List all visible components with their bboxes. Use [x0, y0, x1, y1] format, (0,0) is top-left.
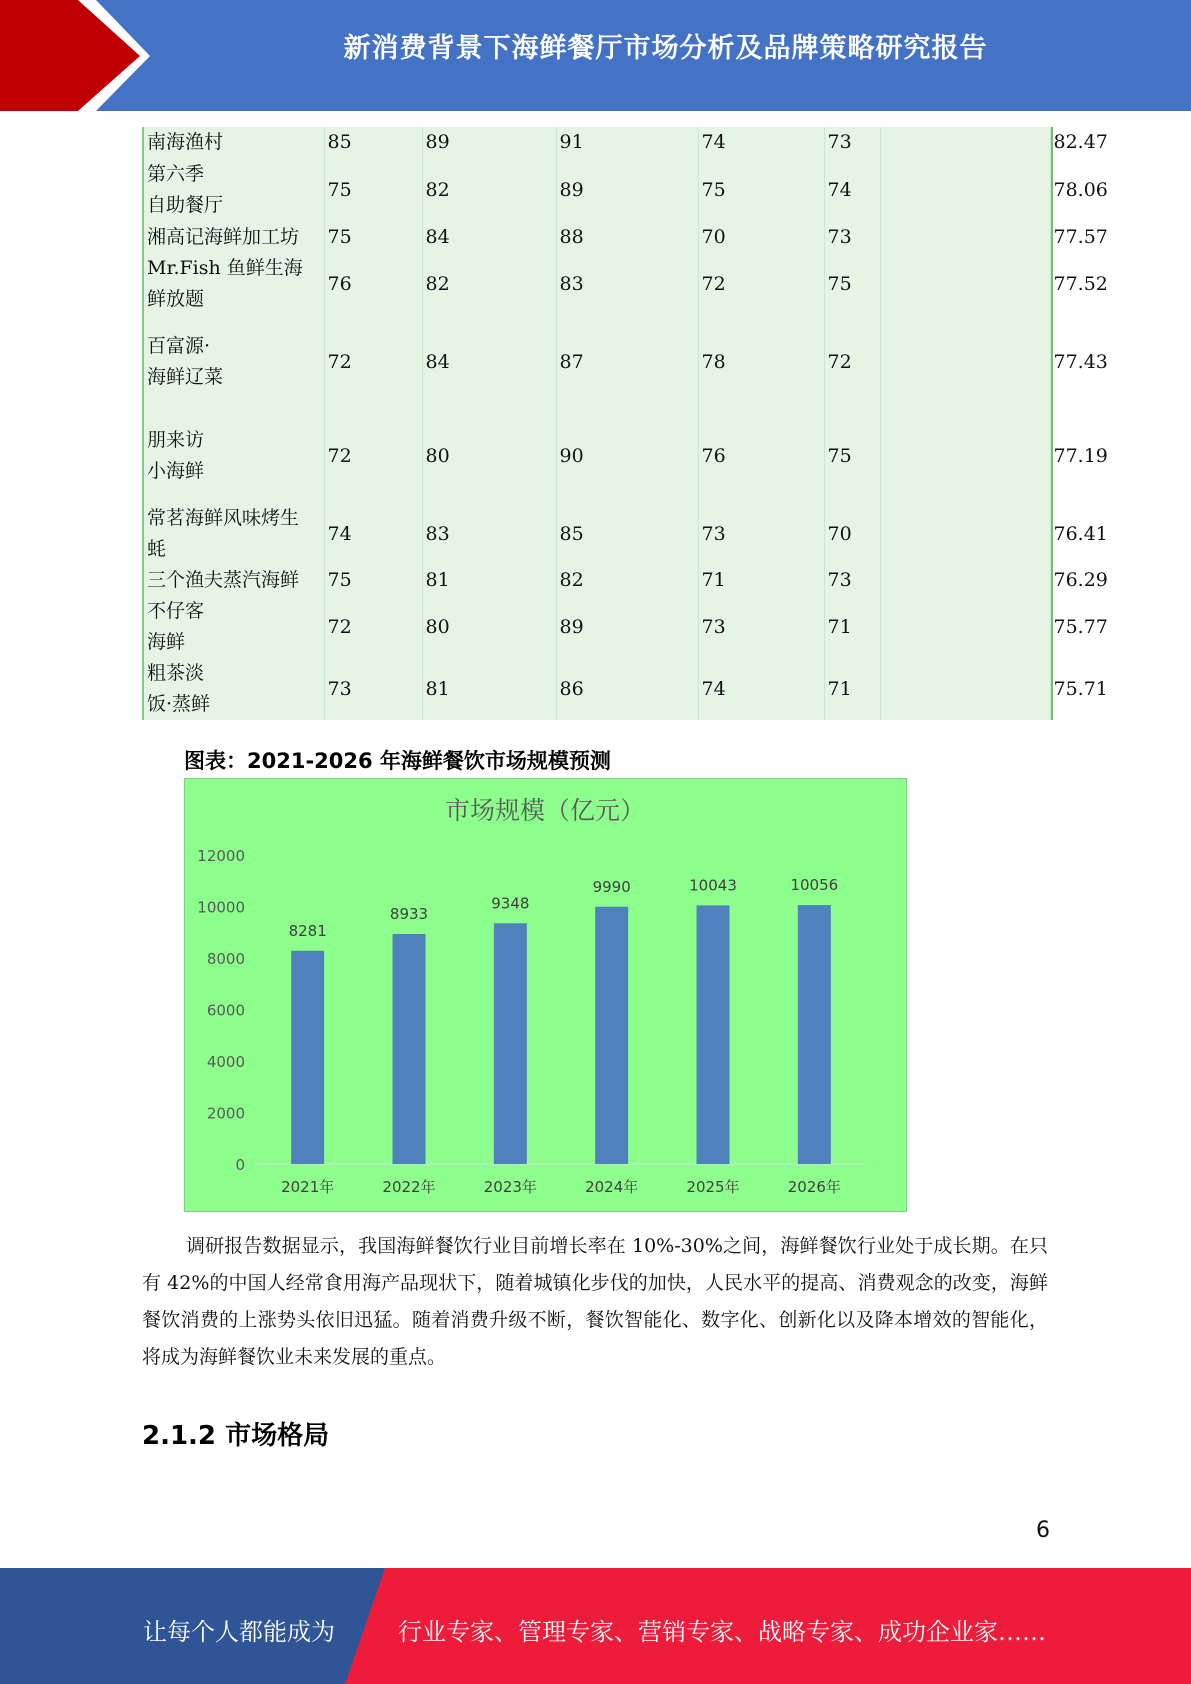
spacer-cell: [880, 658, 1050, 720]
score-cell: 86: [556, 658, 698, 720]
bar-2023年: [494, 923, 527, 1164]
bar-2024年: [595, 907, 628, 1164]
x-tick-label: 2022年: [382, 1178, 436, 1196]
data-label: 10056: [790, 876, 839, 895]
score-cell: 87: [556, 315, 698, 409]
market-size-chart: [184, 778, 907, 1212]
score-cell: 82: [422, 158, 556, 222]
score-cell: 71: [698, 565, 824, 596]
score-cell: 80: [422, 596, 556, 658]
score-cell: 89: [422, 127, 556, 158]
score-cell: 75: [824, 253, 880, 315]
score-cell: 82: [422, 253, 556, 315]
score-cell: 83: [556, 253, 698, 315]
score-cell: 73: [698, 596, 824, 658]
score-cell: 88: [556, 222, 698, 253]
score-cell: 74: [698, 127, 824, 158]
score-cell: 72: [324, 409, 422, 503]
score-cell: 73: [824, 565, 880, 596]
table-row: 百富源· 海鲜辽菜 72 84 87 78 72 77.43: [144, 315, 1050, 409]
score-cell: 72: [324, 315, 422, 409]
score-cell: 81: [422, 565, 556, 596]
score-cell: 85: [324, 127, 422, 158]
score-cell: 73: [324, 658, 422, 720]
restaurant-name-cell: Mr.Fish 鱼鲜生海 鲜放题: [144, 253, 324, 315]
score-cell: 74: [324, 503, 422, 565]
x-tick-label: 2024年: [585, 1178, 639, 1196]
spacer-cell: [880, 253, 1050, 315]
footer-slogan-right: 行业专家、管理专家、营销专家、战略专家、成功企业家……: [398, 1618, 1046, 1646]
bar-2022年: [393, 934, 426, 1164]
bar-chart-svg: [185, 779, 906, 1211]
y-tick-label: 2000: [206, 1104, 245, 1123]
score-cell: 81: [422, 658, 556, 720]
restaurant-name-cell: 湘高记海鲜加工坊: [144, 222, 324, 253]
page-header: [0, 0, 1191, 111]
score-cell: 75: [324, 565, 422, 596]
table-row: 第六季 自助餐厅 75 82 89 75 74 78.06: [144, 158, 1050, 222]
score-cell: 75: [698, 158, 824, 222]
score-cell: 84: [422, 222, 556, 253]
data-label: 8281: [288, 921, 327, 940]
score-cell: 73: [824, 222, 880, 253]
x-tick-label: 2021年: [281, 1178, 335, 1196]
table-row: 湘高记海鲜加工坊 75 84 88 70 73 77.57: [144, 222, 1050, 253]
x-tick-label: 2025年: [686, 1178, 740, 1196]
bar-2025年: [697, 905, 730, 1164]
body-paragraph: 调研报告数据显示，我国海鲜餐饮行业目前增长率在 10%-30%之间，海鲜餐饮行业处于成长期。在只有 42%的中国人经常食用海产品现状下，随着城镇化步伐的加快，人民水平的提高、消费观念的改变，海鲜餐饮消费的上涨势头依旧迅猛。随着消费升级不断，餐饮智能化、数字化、创新化以及降本增效的智能化，将成为海鲜餐饮业未来发展的重点。: [142, 1235, 1048, 1368]
chart-title: 市场规模（亿元）: [444, 796, 646, 825]
bar-2026年: [798, 905, 831, 1164]
table-row: Mr.Fish 鱼鲜生海 鲜放题 76 82 83 72 75 77.52: [144, 253, 1050, 315]
score-cell: 75: [324, 222, 422, 253]
score-cell: 75: [324, 158, 422, 222]
spacer-cell: [880, 158, 1050, 222]
score-cell: 80: [422, 409, 556, 503]
score-cell: 91: [556, 127, 698, 158]
y-tick-label: 12000: [197, 847, 245, 865]
score-cell: 90: [556, 409, 698, 503]
spacer-cell: [880, 127, 1050, 158]
table-row: 不仔客 海鲜 72 80 89 73 71 75.77: [144, 596, 1050, 658]
score-cell: 73: [824, 127, 880, 158]
restaurant-name-cell: 不仔客 海鲜: [144, 596, 324, 658]
page-footer: [0, 1568, 1191, 1684]
spacer-cell: [880, 409, 1050, 503]
score-cell: 83: [422, 503, 556, 565]
restaurant-name-cell: 百富源· 海鲜辽菜: [144, 315, 324, 409]
restaurant-name-cell: 南海渔村: [144, 127, 324, 158]
spacer-cell: [880, 596, 1050, 658]
data-label: 9348: [491, 894, 530, 913]
score-cell: 89: [556, 158, 698, 222]
data-label: 9990: [592, 877, 631, 896]
page-number: 6: [1036, 1518, 1050, 1543]
score-cell: 76: [698, 409, 824, 503]
footer-slogan-left: 让每个人都能成为: [143, 1618, 335, 1646]
score-cell: 78: [698, 315, 824, 409]
restaurant-name-cell: 常茗海鲜风味烤生 蚝: [144, 503, 324, 565]
ranking-table-container: [142, 127, 1108, 720]
y-tick-label: 10000: [197, 898, 245, 917]
score-cell: 85: [556, 503, 698, 565]
report-title: 新消费背景下海鲜餐厅市场分析及品牌策略研究报告: [343, 33, 988, 64]
restaurant-name-cell: 朋来访 小海鲜: [144, 409, 324, 503]
score-cell: 71: [824, 658, 880, 720]
score-cell: 71: [824, 596, 880, 658]
y-tick-label: 8000: [206, 950, 245, 968]
score-cell: 75: [824, 409, 880, 503]
spacer-cell: [880, 565, 1050, 596]
chart-caption: 图表：2021-2026 年海鲜餐饮市场规模预测: [184, 749, 611, 773]
table-row: 粗茶淡 饭·蒸鲜 73 81 86 74 71 75.71: [144, 658, 1050, 720]
data-label: 10043: [689, 876, 737, 895]
table-row: 三个渔夫蒸汽海鲜 75 81 82 71 73 76.29: [144, 565, 1050, 596]
table-row: 南海渔村 85 89 91 74 73 82.47: [144, 127, 1050, 158]
x-tick-label: 2026年: [787, 1178, 841, 1196]
section-heading: 2.1.2 市场格局: [142, 1421, 330, 1451]
score-cell: 73: [698, 503, 824, 565]
spacer-cell: [880, 503, 1050, 565]
score-cell: 89: [556, 596, 698, 658]
y-tick-label: 4000: [206, 1053, 245, 1071]
score-cell: 70: [698, 222, 824, 253]
score-cell: 82: [556, 565, 698, 596]
ranking-table: [144, 127, 1108, 720]
bar-2021年: [291, 951, 324, 1164]
y-tick-label: 0: [235, 1156, 245, 1174]
restaurant-name-cell: 粗茶淡 饭·蒸鲜: [144, 658, 324, 720]
restaurant-name-cell: 第六季 自助餐厅: [144, 158, 324, 222]
x-tick-label: 2023年: [483, 1178, 537, 1196]
score-cell: 74: [824, 158, 880, 222]
data-label: 8933: [389, 904, 429, 923]
y-tick-label: 6000: [206, 1001, 245, 1020]
spacer-cell: [880, 222, 1050, 253]
spacer-cell: [880, 315, 1050, 409]
score-cell: 70: [824, 503, 880, 565]
restaurant-name-cell: 三个渔夫蒸汽海鲜: [144, 565, 324, 596]
score-cell: 74: [698, 658, 824, 720]
score-cell: 76: [324, 253, 422, 315]
table-row: 常茗海鲜风味烤生 蚝 74 83 85 73 70 76.41: [144, 503, 1050, 565]
score-cell: 72: [324, 596, 422, 658]
score-cell: 72: [824, 315, 880, 409]
score-cell: 72: [698, 253, 824, 315]
table-row: 朋来访 小海鲜 72 80 90 76 75 77.19: [144, 409, 1050, 503]
score-cell: 84: [422, 315, 556, 409]
